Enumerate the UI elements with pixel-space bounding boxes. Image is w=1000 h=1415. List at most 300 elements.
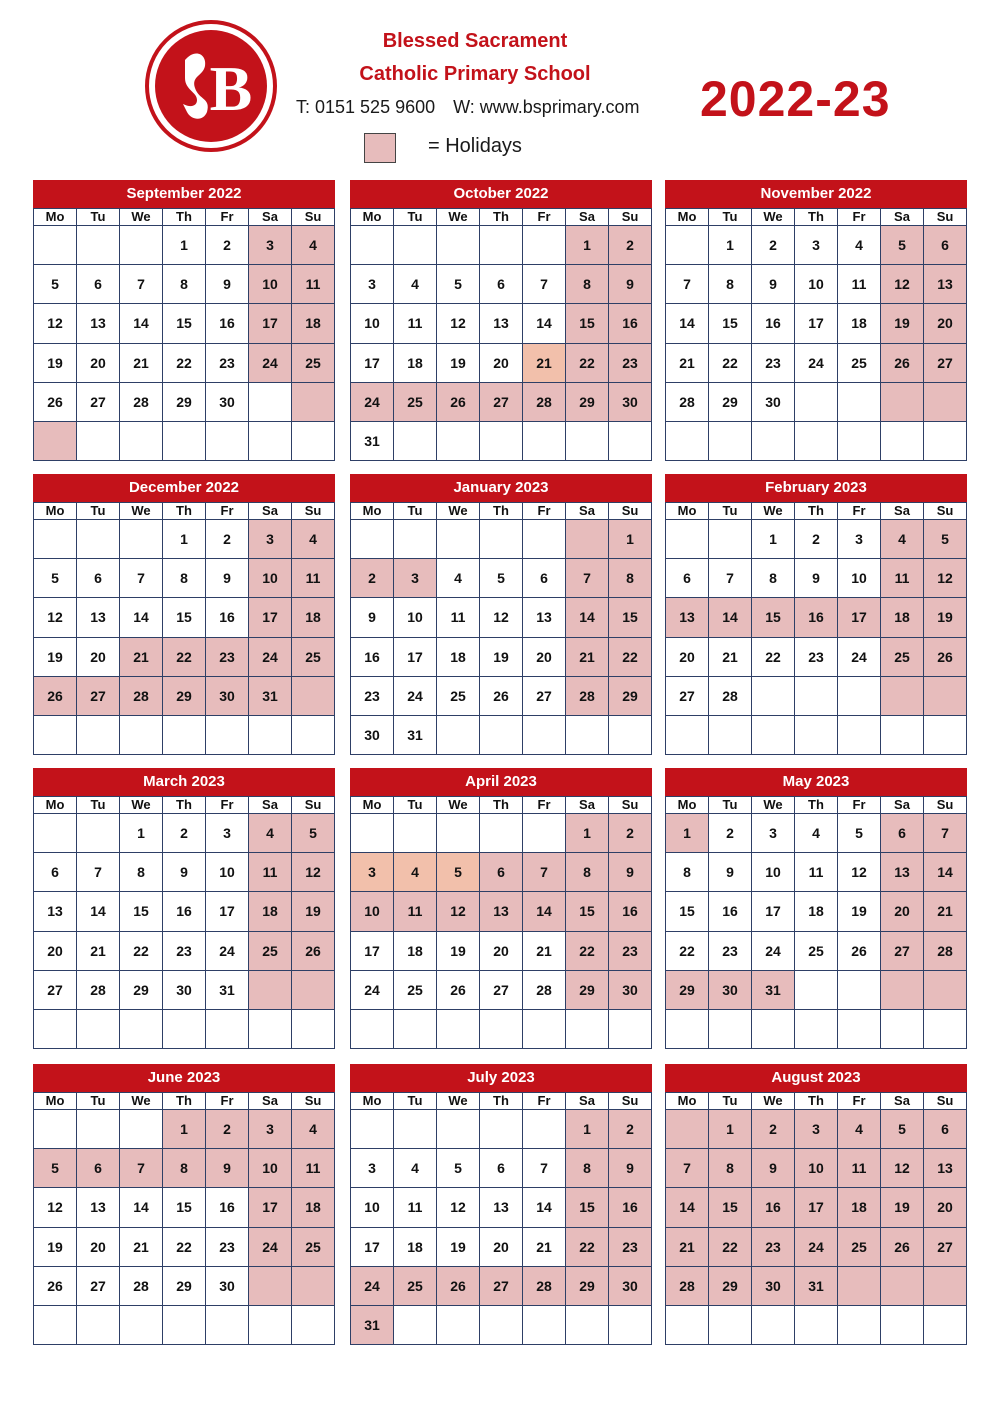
day-cell: 5: [437, 853, 480, 892]
day-cell: 27: [480, 1267, 523, 1306]
day-cell: 23: [206, 638, 249, 677]
day-cell: 9: [163, 853, 206, 892]
day-cell: 16: [795, 598, 838, 637]
day-cell: 20: [77, 344, 120, 383]
day-cell: 13: [523, 598, 566, 637]
day-cell: 21: [666, 1228, 709, 1267]
month-calendar: [665, 474, 967, 755]
day-cell: 21: [666, 344, 709, 383]
day-cell: 19: [924, 598, 967, 637]
day-cell: 9: [609, 265, 652, 304]
day-cell: 28: [120, 1267, 163, 1306]
weekday-label: Fr: [523, 503, 566, 520]
day-cell: 2: [795, 520, 838, 559]
day-cell: 13: [480, 1188, 523, 1227]
empty-day-cell: [77, 716, 120, 755]
empty-day-cell: [881, 677, 924, 716]
day-cell: 7: [120, 1149, 163, 1188]
month-days-grid: [33, 208, 335, 461]
empty-day-cell: [351, 1010, 394, 1049]
empty-day-cell: [292, 677, 335, 716]
svg-text:B: B: [209, 53, 253, 124]
month-calendar: [350, 474, 652, 755]
weekday-label: Fr: [206, 503, 249, 520]
empty-day-cell: [351, 1110, 394, 1149]
month-days-grid: [665, 208, 967, 461]
month-days-grid: [33, 502, 335, 755]
day-cell: 21: [77, 932, 120, 971]
month-days-grid: [33, 796, 335, 1049]
day-cell: 8: [566, 853, 609, 892]
empty-day-cell: [249, 383, 292, 422]
day-cell: 1: [609, 520, 652, 559]
month-title: October 2022: [350, 180, 652, 208]
day-cell: 28: [523, 383, 566, 422]
day-cell: 18: [437, 638, 480, 677]
day-cell: 19: [480, 638, 523, 677]
day-cell: 21: [523, 1228, 566, 1267]
day-cell: 2: [206, 226, 249, 265]
empty-day-cell: [666, 716, 709, 755]
weekday-label: Sa: [881, 1093, 924, 1110]
day-cell: 9: [206, 1149, 249, 1188]
weekday-label: Fr: [523, 1093, 566, 1110]
day-cell: 3: [249, 226, 292, 265]
day-cell: 25: [437, 677, 480, 716]
month-title: January 2023: [350, 474, 652, 502]
day-cell: 18: [292, 304, 335, 343]
day-cell: 12: [34, 598, 77, 637]
day-cell: 2: [351, 559, 394, 598]
empty-day-cell: [292, 971, 335, 1010]
empty-day-cell: [795, 383, 838, 422]
day-cell: 5: [437, 265, 480, 304]
empty-day-cell: [609, 716, 652, 755]
day-cell: 23: [609, 1228, 652, 1267]
weekday-label: Tu: [77, 1093, 120, 1110]
day-cell: 16: [752, 304, 795, 343]
day-cell: 11: [394, 1188, 437, 1227]
month-title: December 2022: [33, 474, 335, 502]
empty-day-cell: [924, 1267, 967, 1306]
day-cell: 24: [249, 638, 292, 677]
day-cell: 12: [292, 853, 335, 892]
empty-day-cell: [163, 422, 206, 461]
day-cell: 12: [881, 1149, 924, 1188]
day-cell: 30: [609, 383, 652, 422]
day-cell: 4: [292, 520, 335, 559]
day-cell: 7: [666, 1149, 709, 1188]
day-cell: 1: [709, 226, 752, 265]
weekday-label: We: [437, 503, 480, 520]
day-cell: 28: [666, 1267, 709, 1306]
day-cell: 8: [666, 853, 709, 892]
day-cell: 31: [249, 677, 292, 716]
weekday-label: We: [752, 209, 795, 226]
empty-day-cell: [77, 226, 120, 265]
day-cell: 5: [838, 814, 881, 853]
weekday-label: Tu: [709, 797, 752, 814]
weekday-label: Su: [292, 797, 335, 814]
empty-day-cell: [34, 226, 77, 265]
weekday-label: Sa: [249, 503, 292, 520]
day-cell: 27: [881, 932, 924, 971]
weekday-label: Mo: [351, 1093, 394, 1110]
day-cell: 27: [523, 677, 566, 716]
empty-day-cell: [881, 383, 924, 422]
weekday-label: Mo: [666, 209, 709, 226]
day-cell: 31: [394, 716, 437, 755]
weekday-label: Mo: [666, 503, 709, 520]
empty-day-cell: [838, 971, 881, 1010]
day-cell: 12: [480, 598, 523, 637]
day-cell: 14: [120, 1188, 163, 1227]
empty-day-cell: [924, 1010, 967, 1049]
day-cell: 31: [795, 1267, 838, 1306]
weekday-label: Su: [609, 209, 652, 226]
day-cell: 11: [292, 559, 335, 598]
day-cell: 1: [163, 520, 206, 559]
empty-day-cell: [881, 971, 924, 1010]
empty-day-cell: [249, 422, 292, 461]
day-cell: 1: [163, 1110, 206, 1149]
day-cell: 23: [709, 932, 752, 971]
day-cell: 18: [249, 892, 292, 931]
day-cell: 18: [394, 1228, 437, 1267]
weekday-label: Mo: [666, 1093, 709, 1110]
empty-day-cell: [795, 971, 838, 1010]
empty-day-cell: [437, 226, 480, 265]
empty-day-cell: [881, 716, 924, 755]
day-cell: 22: [163, 344, 206, 383]
day-cell: 30: [351, 716, 394, 755]
day-cell: 11: [437, 598, 480, 637]
empty-day-cell: [206, 716, 249, 755]
empty-day-cell: [523, 814, 566, 853]
day-cell: 11: [838, 1149, 881, 1188]
empty-day-cell: [752, 1010, 795, 1049]
day-cell: 23: [609, 344, 652, 383]
weekday-label: Th: [795, 503, 838, 520]
empty-day-cell: [34, 520, 77, 559]
empty-day-cell: [206, 1010, 249, 1049]
day-cell: 1: [120, 814, 163, 853]
weekday-label: Th: [795, 1093, 838, 1110]
day-cell: 28: [523, 1267, 566, 1306]
empty-day-cell: [752, 716, 795, 755]
empty-day-cell: [752, 1306, 795, 1345]
weekday-label: Su: [924, 503, 967, 520]
day-cell: 30: [752, 1267, 795, 1306]
day-cell: 18: [881, 598, 924, 637]
empty-day-cell: [709, 520, 752, 559]
day-cell: 11: [838, 265, 881, 304]
day-cell: 27: [77, 383, 120, 422]
day-cell: 10: [249, 265, 292, 304]
weekday-label: Mo: [34, 1093, 77, 1110]
day-cell: 20: [924, 304, 967, 343]
school-logo: [145, 20, 277, 152]
day-cell: 26: [838, 932, 881, 971]
day-cell: 24: [351, 383, 394, 422]
month-days-grid: [33, 1092, 335, 1345]
day-cell: 29: [163, 383, 206, 422]
empty-day-cell: [795, 1306, 838, 1345]
day-cell: 25: [394, 383, 437, 422]
day-cell: 28: [566, 677, 609, 716]
day-cell: 25: [249, 932, 292, 971]
empty-day-cell: [77, 1110, 120, 1149]
weekday-label: Su: [609, 797, 652, 814]
day-cell: 14: [666, 304, 709, 343]
day-cell: 28: [120, 383, 163, 422]
weekday-label: Su: [292, 1093, 335, 1110]
day-cell: 11: [292, 1149, 335, 1188]
empty-day-cell: [838, 1267, 881, 1306]
day-cell: 23: [206, 1228, 249, 1267]
empty-day-cell: [77, 520, 120, 559]
month-title: April 2023: [350, 768, 652, 796]
empty-day-cell: [752, 677, 795, 716]
day-cell: 5: [34, 265, 77, 304]
day-cell: 25: [292, 344, 335, 383]
weekday-label: We: [437, 797, 480, 814]
day-cell: 30: [206, 677, 249, 716]
day-cell: 15: [666, 892, 709, 931]
empty-day-cell: [838, 422, 881, 461]
day-cell: 2: [206, 1110, 249, 1149]
day-cell: 6: [480, 853, 523, 892]
day-cell: 6: [924, 226, 967, 265]
weekday-label: Tu: [394, 797, 437, 814]
day-cell: 3: [249, 1110, 292, 1149]
day-cell: 13: [77, 304, 120, 343]
day-cell: 8: [163, 265, 206, 304]
day-cell: 17: [351, 1228, 394, 1267]
empty-day-cell: [351, 226, 394, 265]
day-cell: 6: [34, 853, 77, 892]
day-cell: 7: [523, 265, 566, 304]
day-cell: 26: [292, 932, 335, 971]
day-cell: 31: [206, 971, 249, 1010]
day-cell: 29: [709, 1267, 752, 1306]
day-cell: 29: [163, 1267, 206, 1306]
day-cell: 30: [609, 1267, 652, 1306]
day-cell: 27: [924, 344, 967, 383]
weekday-label: Sa: [881, 503, 924, 520]
weekday-label: Mo: [34, 797, 77, 814]
empty-day-cell: [163, 1306, 206, 1345]
weekday-label: Su: [924, 797, 967, 814]
weekday-label: Sa: [249, 1093, 292, 1110]
day-cell: 23: [206, 344, 249, 383]
empty-day-cell: [924, 383, 967, 422]
day-cell: 3: [351, 265, 394, 304]
day-cell: 12: [437, 892, 480, 931]
day-cell: 22: [709, 1228, 752, 1267]
day-cell: 17: [351, 344, 394, 383]
day-cell: 15: [752, 598, 795, 637]
day-cell: 13: [77, 598, 120, 637]
weekday-label: We: [120, 209, 163, 226]
day-cell: 26: [881, 1228, 924, 1267]
day-cell: 24: [795, 344, 838, 383]
day-cell: 14: [120, 304, 163, 343]
day-cell: 5: [292, 814, 335, 853]
day-cell: 9: [795, 559, 838, 598]
day-cell: 20: [480, 1228, 523, 1267]
empty-day-cell: [120, 1110, 163, 1149]
empty-day-cell: [924, 677, 967, 716]
day-cell: 7: [77, 853, 120, 892]
empty-day-cell: [249, 1306, 292, 1345]
weekday-label: Mo: [34, 209, 77, 226]
day-cell: 4: [394, 853, 437, 892]
weekday-label: Su: [609, 503, 652, 520]
day-cell: 24: [249, 344, 292, 383]
day-cell: 18: [292, 598, 335, 637]
empty-day-cell: [480, 422, 523, 461]
day-cell: 1: [566, 1110, 609, 1149]
school-website: W: www.bsprimary.com: [453, 97, 640, 117]
day-cell: 9: [609, 853, 652, 892]
weekday-label: Sa: [566, 797, 609, 814]
school-name-line-2: Catholic Primary School: [359, 63, 591, 85]
day-cell: 26: [881, 344, 924, 383]
weekday-label: Th: [480, 1093, 523, 1110]
empty-day-cell: [666, 422, 709, 461]
day-cell: 12: [437, 304, 480, 343]
empty-day-cell: [881, 1306, 924, 1345]
month-calendar: [33, 180, 335, 461]
day-cell: 24: [795, 1228, 838, 1267]
day-cell: 25: [881, 638, 924, 677]
weekday-label: Th: [163, 209, 206, 226]
day-cell: 25: [292, 1228, 335, 1267]
day-cell: 21: [566, 638, 609, 677]
day-cell: 4: [838, 1110, 881, 1149]
day-cell: 30: [609, 971, 652, 1010]
day-cell: 10: [795, 1149, 838, 1188]
empty-day-cell: [480, 1306, 523, 1345]
day-cell: 15: [566, 892, 609, 931]
day-cell: 8: [163, 1149, 206, 1188]
day-cell: 12: [34, 1188, 77, 1227]
empty-day-cell: [924, 971, 967, 1010]
day-cell: 20: [523, 638, 566, 677]
month-days-grid: [350, 1092, 652, 1345]
day-cell: 18: [292, 1188, 335, 1227]
empty-day-cell: [480, 520, 523, 559]
day-cell: 5: [924, 520, 967, 559]
weekday-label: Fr: [838, 797, 881, 814]
month-calendar: [665, 768, 967, 1049]
empty-day-cell: [120, 520, 163, 559]
day-cell: 15: [709, 304, 752, 343]
day-cell: 14: [523, 892, 566, 931]
day-cell: 3: [351, 1149, 394, 1188]
day-cell: 23: [163, 932, 206, 971]
day-cell: 31: [351, 1306, 394, 1345]
empty-day-cell: [480, 1010, 523, 1049]
day-cell: 13: [666, 598, 709, 637]
day-cell: 29: [566, 971, 609, 1010]
day-cell: 19: [881, 1188, 924, 1227]
day-cell: 30: [752, 383, 795, 422]
weekday-label: Fr: [206, 1093, 249, 1110]
day-cell: 5: [881, 1110, 924, 1149]
weekday-label: Tu: [394, 1093, 437, 1110]
day-cell: 10: [351, 892, 394, 931]
day-cell: 22: [566, 1228, 609, 1267]
day-cell: 15: [163, 598, 206, 637]
month-calendar: [350, 1064, 652, 1345]
day-cell: 16: [609, 1188, 652, 1227]
empty-day-cell: [292, 716, 335, 755]
empty-day-cell: [609, 422, 652, 461]
day-cell: 3: [206, 814, 249, 853]
day-cell: 13: [480, 892, 523, 931]
day-cell: 19: [34, 1228, 77, 1267]
day-cell: 17: [351, 932, 394, 971]
empty-day-cell: [437, 716, 480, 755]
empty-day-cell: [881, 1267, 924, 1306]
day-cell: 13: [34, 892, 77, 931]
empty-day-cell: [709, 1010, 752, 1049]
day-cell: 13: [924, 265, 967, 304]
day-cell: 1: [566, 226, 609, 265]
day-cell: 19: [437, 932, 480, 971]
day-cell: 21: [709, 638, 752, 677]
day-cell: 8: [163, 559, 206, 598]
empty-day-cell: [34, 1110, 77, 1149]
month-calendar: [665, 180, 967, 461]
school-name-line-1: Blessed Sacrament: [382, 30, 568, 52]
empty-day-cell: [34, 716, 77, 755]
day-cell: 6: [77, 265, 120, 304]
day-cell: 9: [709, 853, 752, 892]
day-cell: 4: [795, 814, 838, 853]
weekday-label: Mo: [666, 797, 709, 814]
day-cell: 10: [351, 304, 394, 343]
empty-day-cell: [795, 422, 838, 461]
empty-day-cell: [666, 520, 709, 559]
empty-day-cell: [34, 1306, 77, 1345]
weekday-label: Tu: [709, 1093, 752, 1110]
empty-day-cell: [480, 814, 523, 853]
day-cell: 28: [666, 383, 709, 422]
day-cell: 29: [163, 677, 206, 716]
day-cell: 8: [609, 559, 652, 598]
day-cell: 2: [752, 1110, 795, 1149]
day-cell: 6: [77, 559, 120, 598]
day-cell: 20: [480, 344, 523, 383]
empty-day-cell: [437, 422, 480, 461]
empty-day-cell: [120, 422, 163, 461]
weekday-label: Su: [924, 209, 967, 226]
empty-day-cell: [394, 226, 437, 265]
empty-day-cell: [924, 1306, 967, 1345]
day-cell: 14: [709, 598, 752, 637]
day-cell: 5: [34, 1149, 77, 1188]
day-cell: 19: [292, 892, 335, 931]
empty-day-cell: [437, 1110, 480, 1149]
day-cell: 29: [709, 383, 752, 422]
empty-day-cell: [523, 1306, 566, 1345]
day-cell: 21: [523, 932, 566, 971]
day-cell: 15: [709, 1188, 752, 1227]
day-cell: 22: [163, 1228, 206, 1267]
